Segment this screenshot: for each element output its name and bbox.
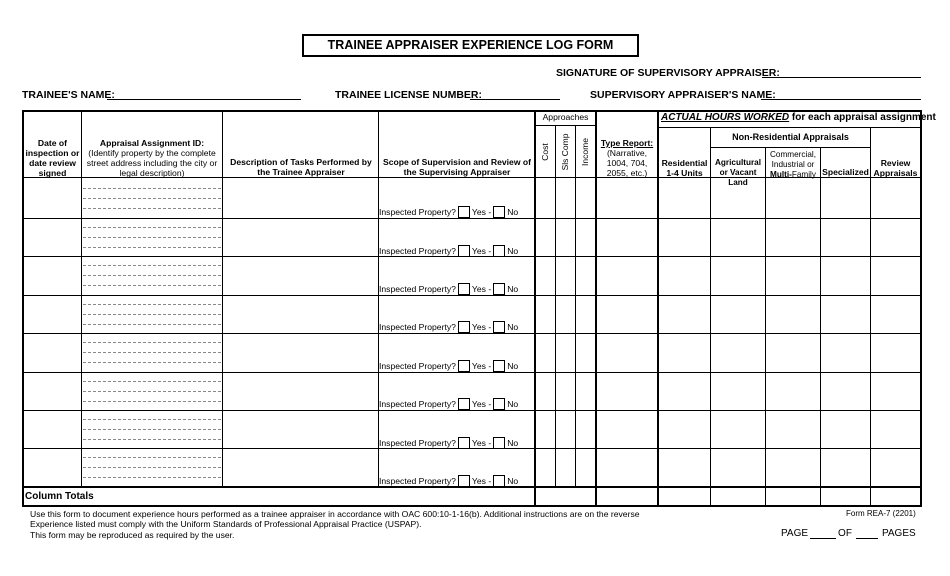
actual-hours-header	[659, 112, 936, 123]
col-assignment-header	[85, 138, 219, 178]
inspected-no-checkbox[interactable]	[493, 437, 505, 449]
address-line[interactable]	[83, 391, 221, 392]
supervisor-name-label: SUPERVISORY APPRAISER'S NAME:	[590, 89, 776, 101]
form-number: Form REA-7 (2201)	[846, 509, 916, 518]
address-line[interactable]	[83, 324, 221, 325]
footer-line-3: This form may be reproduced as required by the user.	[30, 530, 235, 540]
address-line[interactable]	[83, 467, 221, 468]
approaches-header: Approaches	[542, 112, 589, 122]
col-assignment-desc: (Identify property by the complete street address including the city or legal description)	[86, 148, 218, 178]
address-line[interactable]	[83, 314, 221, 315]
pages-label: PAGES	[881, 528, 916, 539]
inspected-yes-checkbox[interactable]	[458, 283, 470, 295]
address-line[interactable]	[83, 265, 221, 266]
inspected-label: Inspected Property?	[379, 322, 456, 332]
footer-line-2: Experience listed must comply with the Uniform Standards of Professional Appraisal Practice (USPAP).	[30, 519, 422, 529]
commercial-line-b: Multi-	[770, 170, 792, 179]
inspected-label: Inspected Property?	[379, 438, 456, 448]
address-line[interactable]	[83, 381, 221, 382]
address-line[interactable]	[83, 247, 221, 248]
address-line[interactable]	[83, 342, 221, 343]
no-label: No	[507, 284, 519, 294]
page-number-field[interactable]	[810, 529, 836, 539]
yes-label: Yes -	[471, 207, 492, 217]
inspected-label: Inspected Property?	[379, 207, 456, 217]
inspected-property-row	[379, 206, 518, 218]
no-label: No	[507, 207, 519, 217]
yes-label: Yes -	[471, 322, 492, 332]
total-pages-field[interactable]	[856, 529, 878, 539]
inspected-label: Inspected Property?	[379, 284, 456, 294]
non-residential-header: Non-Residential Appraisals	[732, 132, 849, 142]
address-line[interactable]	[83, 429, 221, 430]
col-assignment-title: Appraisal Assignment ID:	[99, 138, 205, 148]
inspected-no-checkbox[interactable]	[493, 475, 505, 487]
actual-hours-emph: ACTUAL HOURS WORKED	[661, 112, 790, 123]
approach-cost: Cost	[540, 143, 550, 161]
yes-label: Yes -	[471, 284, 492, 294]
inspected-no-checkbox[interactable]	[493, 360, 505, 372]
address-line[interactable]	[83, 401, 221, 402]
address-line[interactable]	[83, 188, 221, 189]
inspected-property-row	[379, 321, 518, 333]
address-line[interactable]	[83, 352, 221, 353]
yes-label: Yes -	[471, 438, 492, 448]
signature-field[interactable]	[762, 77, 921, 78]
inspected-yes-checkbox[interactable]	[458, 475, 470, 487]
yes-label: Yes -	[471, 476, 492, 486]
address-line[interactable]	[83, 304, 221, 305]
approach-sls-comp: Sls Comp	[560, 133, 570, 171]
type-report-title: Type Report:	[600, 138, 654, 148]
inspected-yes-checkbox[interactable]	[458, 321, 470, 333]
license-label: TRAINEE LICENSE NUMBER:	[335, 89, 483, 101]
inspected-property-row	[379, 475, 518, 487]
no-label: No	[507, 399, 519, 409]
address-line[interactable]	[83, 198, 221, 199]
no-label: No	[507, 246, 519, 256]
of-label: OF	[838, 528, 852, 539]
col-date-header: Date of inspection or date review signed	[25, 138, 80, 178]
inspected-no-checkbox[interactable]	[493, 245, 505, 257]
inspected-property-row	[379, 245, 518, 257]
residential-header: Residential 1-4 Units	[661, 158, 708, 178]
signature-label: SIGNATURE OF SUPERVISORY APPRAISER:	[556, 67, 780, 79]
inspected-label: Inspected Property?	[379, 476, 456, 486]
inspected-property-row	[379, 398, 518, 410]
review-header: Review Appraisals	[873, 158, 918, 178]
commercial-line-c: Family	[791, 170, 816, 179]
address-line[interactable]	[83, 275, 221, 276]
inspected-no-checkbox[interactable]	[493, 283, 505, 295]
no-label: No	[507, 438, 519, 448]
address-line[interactable]	[83, 285, 221, 286]
no-label: No	[507, 476, 519, 486]
commercial-line-a: Commercial, Industrial or	[770, 150, 816, 169]
inspected-no-checkbox[interactable]	[493, 321, 505, 333]
col-scope-header: Scope of Supervision and Review of the Supervising Appraiser	[382, 157, 532, 177]
inspected-property-row	[379, 437, 518, 449]
inspected-yes-checkbox[interactable]	[458, 437, 470, 449]
address-line[interactable]	[83, 457, 221, 458]
type-report-desc: (Narrative, 1004, 704, 2055, etc.)	[606, 148, 648, 178]
address-line[interactable]	[83, 208, 221, 209]
trainee-name-field[interactable]	[107, 99, 301, 100]
inspected-yes-checkbox[interactable]	[458, 360, 470, 372]
actual-hours-rest: for each appraisal assignment	[789, 112, 936, 123]
form-title: TRAINEE APPRAISER EXPERIENCE LOG FORM	[302, 34, 639, 57]
yes-label: Yes -	[471, 361, 492, 371]
address-line[interactable]	[83, 362, 221, 363]
inspected-property-row	[379, 283, 518, 295]
inspected-yes-checkbox[interactable]	[458, 206, 470, 218]
license-field[interactable]	[470, 99, 560, 100]
yes-label: Yes -	[471, 399, 492, 409]
address-line[interactable]	[83, 237, 221, 238]
trainee-name-label: TRAINEE'S NAME:	[22, 89, 115, 101]
page-label: PAGE	[781, 528, 809, 539]
supervisor-name-field[interactable]	[761, 99, 921, 100]
inspected-label: Inspected Property?	[379, 246, 456, 256]
agricultural-header: Agricultural or Vacant Land	[715, 158, 761, 187]
col-tasks-header: Description of Tasks Performed by the Trainee Appraiser	[230, 157, 372, 177]
footer-line-1: Use this form to document experience hours performed as a trainee appraiser in accordance with OAC 600:10-1-16(b). Additional instructions are on the reverse	[30, 509, 640, 519]
no-label: No	[507, 322, 519, 332]
inspected-property-row	[379, 360, 518, 372]
yes-label: Yes -	[471, 246, 492, 256]
column-totals-label: Column Totals	[25, 491, 94, 502]
address-line[interactable]	[83, 227, 221, 228]
page-counter	[781, 528, 916, 539]
no-label: No	[507, 361, 519, 371]
address-line[interactable]	[83, 477, 221, 478]
approach-income: Income	[580, 138, 590, 166]
inspected-no-checkbox[interactable]	[493, 398, 505, 410]
type-report-header	[597, 138, 657, 178]
specialized-header: Specialized	[822, 167, 869, 177]
inspected-yes-checkbox[interactable]	[458, 398, 470, 410]
address-line[interactable]	[83, 439, 221, 440]
inspected-yes-checkbox[interactable]	[458, 245, 470, 257]
address-line[interactable]	[83, 419, 221, 420]
inspected-label: Inspected Property?	[379, 399, 456, 409]
inspected-no-checkbox[interactable]	[493, 206, 505, 218]
commercial-header	[766, 150, 820, 180]
inspected-label: Inspected Property?	[379, 361, 456, 371]
